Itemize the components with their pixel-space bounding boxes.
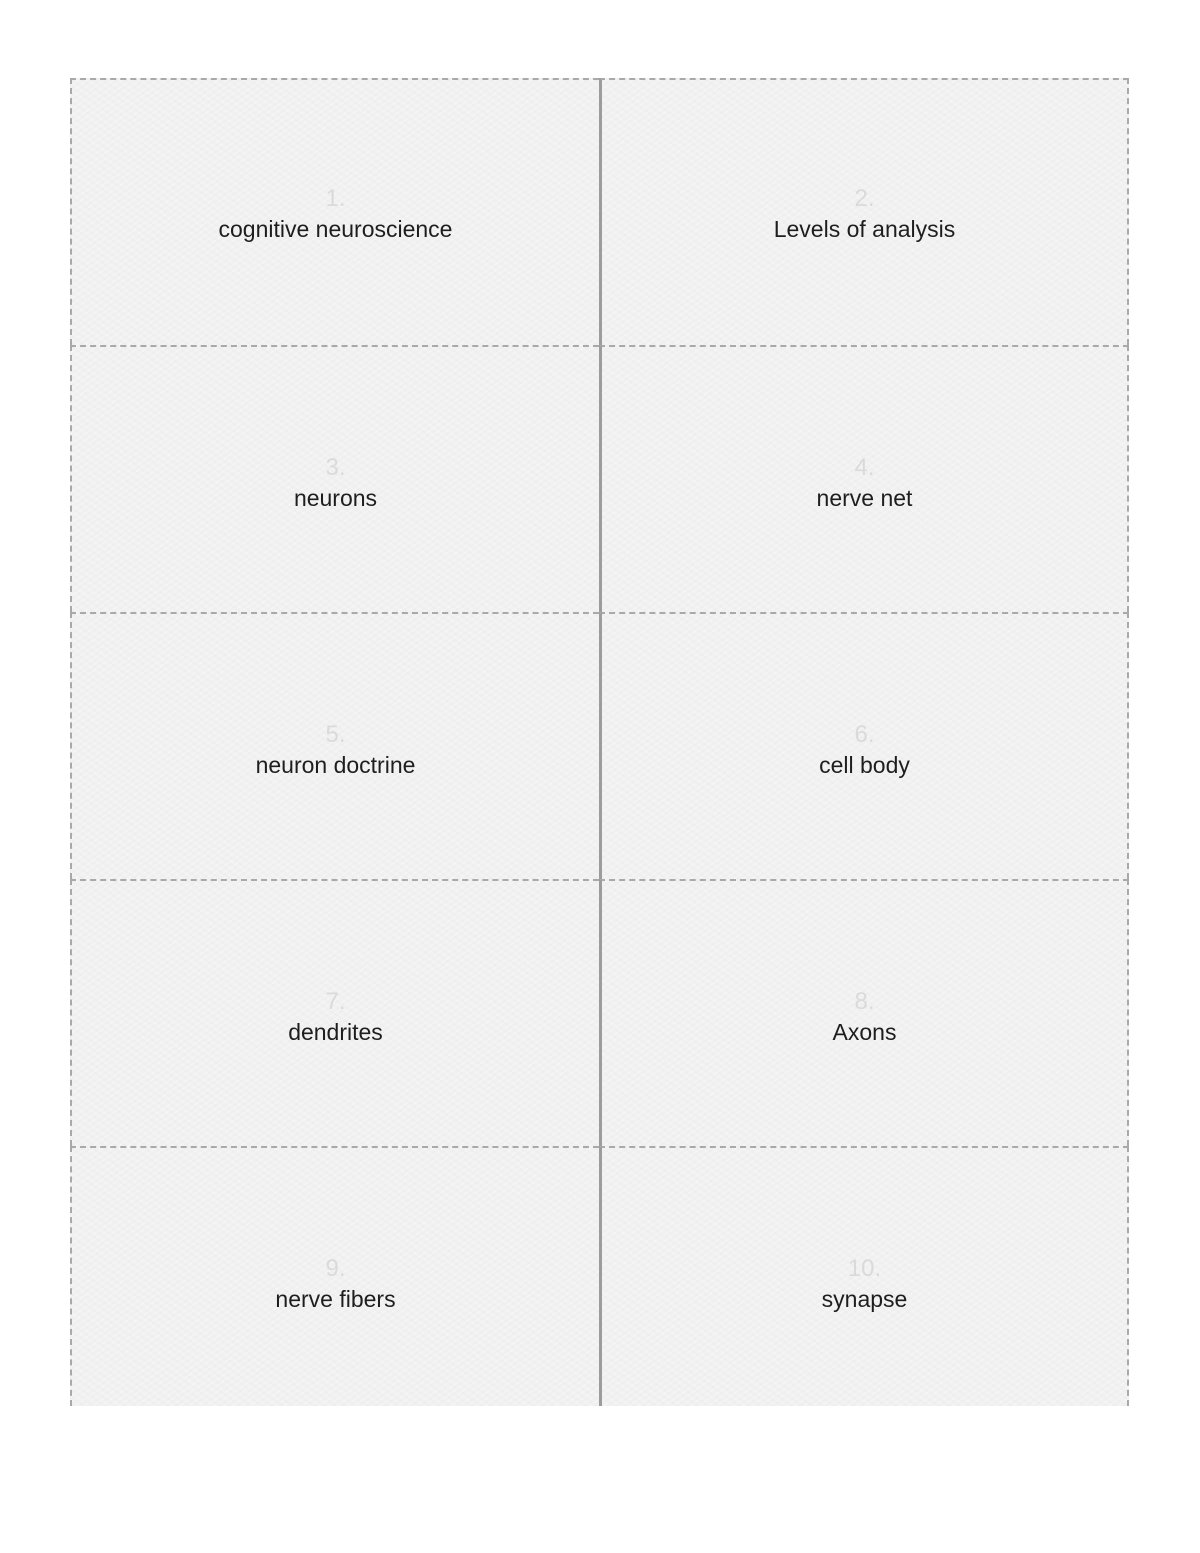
card-number: 4. — [854, 454, 875, 481]
card-number: 2. — [854, 185, 875, 212]
card-term: neuron doctrine — [255, 752, 416, 778]
card-term: Axons — [832, 1019, 897, 1045]
card-number: 5. — [325, 721, 346, 748]
flashcard — [70, 612, 599, 879]
card-term: nerve net — [816, 485, 913, 511]
card-term: nerve fibers — [275, 1286, 396, 1312]
flashcard — [599, 879, 1129, 1146]
card-number: 8. — [854, 988, 875, 1015]
flashcard-sheet — [70, 78, 1129, 1406]
flashcard — [70, 78, 599, 345]
flashcard — [599, 612, 1129, 879]
card-term: neurons — [293, 485, 378, 511]
card-number: 6. — [854, 721, 875, 748]
card-number: 10. — [847, 1255, 882, 1282]
flashcard — [70, 345, 599, 612]
flashcard — [70, 1146, 599, 1406]
flashcard — [599, 78, 1129, 345]
card-number: 7. — [325, 988, 346, 1015]
flashcard — [599, 345, 1129, 612]
card-term: synapse — [821, 1286, 908, 1312]
flashcard — [599, 1146, 1129, 1406]
card-term: cognitive neuroscience — [218, 216, 453, 242]
card-term: dendrites — [288, 1019, 383, 1045]
card-number: 1. — [325, 185, 346, 212]
card-term: cell body — [819, 752, 910, 778]
card-number: 3. — [325, 454, 346, 481]
card-number: 9. — [325, 1255, 346, 1282]
card-term: Levels of analysis — [773, 216, 956, 242]
flashcard — [70, 879, 599, 1146]
